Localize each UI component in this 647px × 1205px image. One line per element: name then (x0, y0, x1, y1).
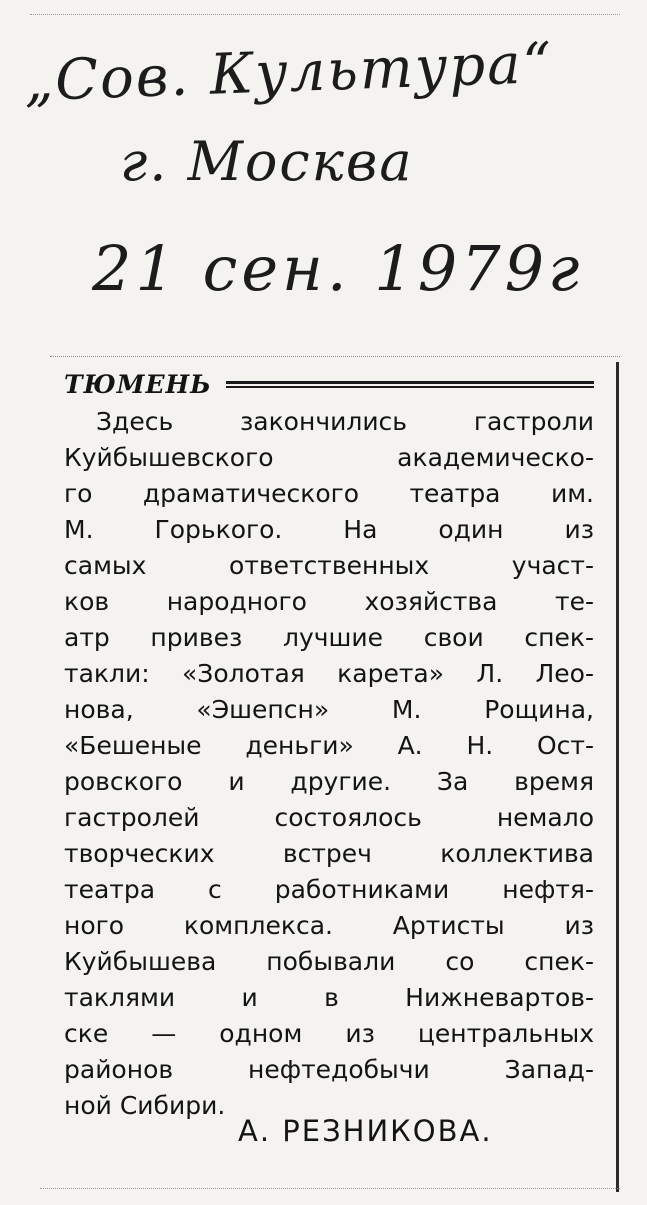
article-line: Здесь закончились гастроли (96, 407, 594, 436)
article-line: «Бешеные деньги» А. Н. Ост- (64, 731, 594, 760)
article-line: М. Горького. На один из (64, 515, 594, 544)
article-body (64, 404, 594, 1124)
article-line: атр привез лучшие свои спек- (64, 623, 594, 652)
article-line: ной Сибири. (64, 1091, 226, 1120)
article-line: гастролей состоялось немало (64, 803, 594, 832)
article-line: районов нефтедобычи Запад- (64, 1055, 594, 1084)
article-line: самых ответственных участ- (64, 551, 594, 580)
article-line: творческих встреч коллектива (64, 839, 594, 868)
article-line: ске — одном из центральных (64, 1019, 594, 1048)
article-line: го драматического театра им. (64, 479, 594, 508)
clipping-bottom-edge (40, 1188, 620, 1189)
handwritten-city: г. Москва (120, 130, 414, 193)
article-line: ного комплекса. Артисты из (64, 911, 594, 940)
article-line: ков народного хозяйства те- (64, 587, 594, 616)
article-line: такли: «Золотая карета» Л. Лео- (64, 659, 594, 688)
article-line: Куйбышева побывали со спек- (64, 947, 594, 976)
top-dotted-edge (30, 14, 620, 15)
article-heading-row (64, 366, 594, 402)
handwritten-source: „Сов. Культура“ (23, 30, 555, 115)
heading-rule (226, 381, 594, 388)
article-line: таклями и в Нижневартов- (64, 983, 594, 1012)
handwritten-date: 21 сен. 1979г (92, 232, 584, 305)
column-rule (616, 362, 629, 1192)
article-heading: ТЮМЕНЬ (64, 369, 212, 399)
article-line: Куйбышевского академическо- (64, 443, 594, 472)
clipping-top-edge (50, 356, 620, 357)
article-author: А. РЕЗНИКОВА. (238, 1114, 493, 1148)
article-line: театра с работниками нефтя- (64, 875, 594, 904)
article-line: ровского и другие. За время (64, 767, 594, 796)
article-line: нова, «Эшепсн» М. Рощина, (64, 695, 594, 724)
